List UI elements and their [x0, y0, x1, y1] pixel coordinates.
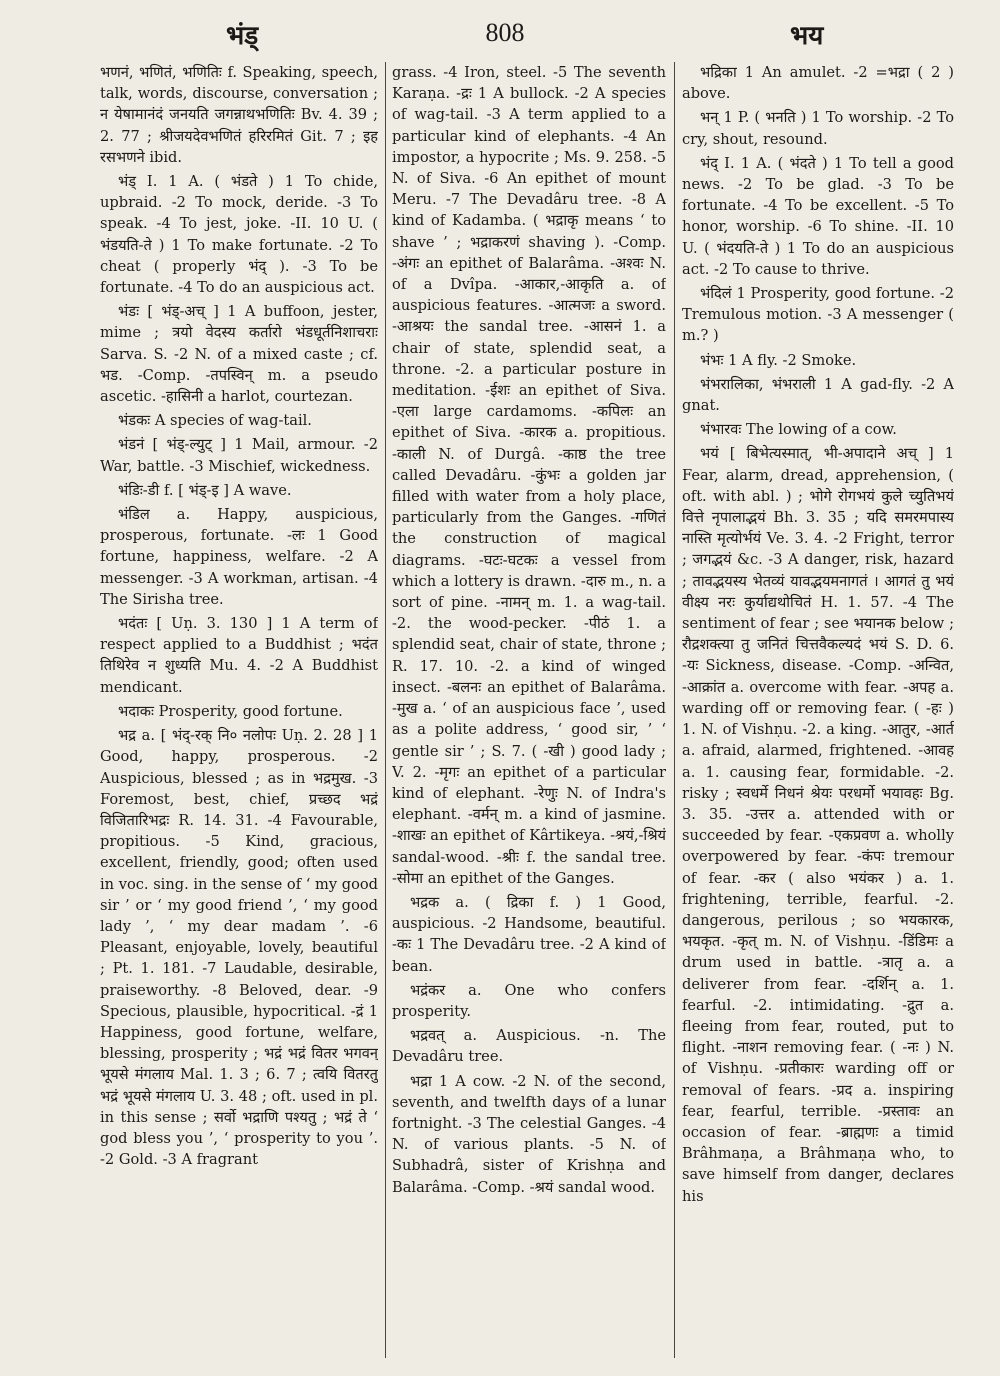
column-divider: [385, 62, 386, 1358]
column-2: [392, 62, 666, 1362]
dictionary-entry: भंभारवः The lowing of a cow.: [700, 421, 897, 439]
page-number: 808: [485, 18, 525, 47]
dictionary-entry: भंडः [ भंड्-अच् ] 1 A buffoon, jester, mime ; त्रयो वेदस्य कर्तारो भंडधूर्तनिशाचराः Sarva. S. -2 N. of a mixed caste ; cf. भड. -Comp. -तपस्विन् m. a pseudo ascetic. -हासिनी a harlot, courtezan.: [100, 303, 378, 406]
dictionary-entry: भंडकः A species of wag-tail.: [118, 412, 312, 430]
dictionary-entry: भंभः 1 A fly. -2 Smoke.: [700, 351, 857, 369]
dictionary-entry: grass. -4 Iron, steel. -5 The seventh Karaṇa. -द्रः 1 A bullock. -2 A species of wag-tail. -3 A term applied to a particular kind of elephants. -4 An impostor, a hypocrite ; Ms. 9. 258. -5 N. of Siva. -6 An epithet of mount Meru. -7 The Devadâru tree. -8 A kind of Kadamba. ( भद्राकृ means ‘ to shave ’ ; भद्राकरणं shaving ). -Comp. -अंगः an epithet of Balarâma. -अश्वः N. of a Dvîpa. -आकार,-आकृति a. of auspicious features. -आत्मजः a sword. -आश्रयः the sandal tree. -आसनं 1. a chair of state, splendid seat, a throne. -2. a particular posture in meditation. -ईशः an epithet of Siva. -एला large cardamoms. -कपिलः an epithet of Siva. -कारक a. propitious. -काली N. of Durgâ. -काष्ठ the tree called Devadâru. -कुंभः a golden jar filled with water from a holy place, particularly from the Ganges. -गणितं the construction of magical diagrams. -घटः-घटकः a vessel from which a lottery is drawn. -दारु m., n. a sort of pine. -नामन् m. 1. a wag-tail. -2. the wood-pecker. -पीठं 1. a splendid seat, chair of state, throne ; R. 17. 10. -2. a kind of winged insect. -बलनः an epithet of Balarâma. -मुख a. ‘ of an auspicious face ’, used as a polite address, ‘ good sir, ’ ‘ gentle sir ’ ; S. 7. ( -खी ) good lady ; V. 2. -मृगः an epithet of a particular kind of elephant. -रेणुः N. of Indra's elephant. -वर्मन् m. a kind of jasmine. -शाखः an epithet of Kârtikeya. -श्रयं,-श्रियं sandal-wood. -श्रीः f. the sandal tree. -सोमा an epithet of the Ganges.: [392, 64, 666, 887]
dictionary-entry: भंभरालिका, भंभराली 1 A gad-fly. -2 A gnat.: [682, 375, 954, 415]
dictionary-entry: भंदिलं 1 Prosperity, good fortune. -2 Tremulous motion. -3 A messenger ( m.? ): [682, 285, 954, 345]
dictionary-entry: भद्र a. [ भंद्-रक् नि० नलोपः Uṇ. 2. 28 ] 1 Good, happy, prosperous. -2 Auspicious, blessed ; as in भद्रमुख. -3 Foremost, best, chief, प्रच्छद भद्रं विजितारिभद्रः R. 14. 31. -4 Favourable, propitious. -5 Kind, gracious, excellent, friendly, good; often used in voc. sing. in the sense of ‘ my good sir ’ or ‘ my good friend ’, ‘ my good lady ’, ‘ my dear madam ’. -6 Pleasant, enjoyable, lovely, beautiful ; Pt. 1. 181. -7 Laudable, desirable, praiseworthy. -8 Beloved, dear. -9 Specious, plausible, hypocritical. -द्रं 1 Happiness, good fortune, welfare, blessing, prosperity ; भद्रं भद्रं वितर भगवन् भूयसे मंगलाय Mal. 1. 3 ; 6. 7 ; त्वयि वितरतु भद्रं भूयसे मंगलाय U. 3. 48 ; oft. used in pl. in this sense ; सर्वो भद्राणि पश्यतु ; भद्रं ते ‘ god bless you ’, ‘ prosperity to you ’. -2 Gold. -3 A fragrant: [100, 727, 378, 1169]
dictionary-entry: भणनं, भणितं, भणितिः f. Speaking, speech, talk, words, discourse, conversation ; न येषामानंदं जनयति जगन्नाथभणितिः Bv. 4. 39 ; 2. 77 ; श्रीजयदेवभणितं हरिरमितं Git. 7 ; इह रसभणने ibid.: [100, 64, 378, 166]
dictionary-entry: भयं [ बिभेत्यस्मात्, भी-अपादाने अच् ] 1 Fear, alarm, dread, apprehension, ( oft. with abl. ) ; भोगे रोगभयं कुले च्युतिभयं वित्ते नृपालाद्भयं Bh. 3. 35 ; यदि समरमपास्य नास्ति मृत्योर्भयं Ve. 3. 4. -2 Fright, terror ; जगद्भयं &c. -3 A danger, risk, hazard ; तावद्भयस्य भेतव्यं यावद्भयमनागतं । आगतं तु भयं वीक्ष्य नरः कुर्याद्यथोचितं H. 1. 57. -4 The sentiment of fear ; see भयानक below ; रौद्रशक्त्या तु जनितं चित्तवैकल्यदं भयं S. D. 6. -यः Sickness, disease. -Comp. -अन्वित, -आक्रांत a. overcome with fear. -अपह a. warding off or removing fear. ( -हः ) 1. N. of Vishṇu. -2. a king. -आतुर, -आर्त a. afraid, alarmed, frightened. -आवह a. 1. causing fear, formidable. -2. risky ; स्वधर्मे निधनं श्रेयः परधर्मो भयावहः Bg. 3. 35. -उत्तर a. attended with or succeeded by fear. -एकप्रवण a. wholly overpowered by fear. -कंपः tremour of fear. -कर ( also भयंकर ) a. 1. frightening, terrible, fearful. -2. dangerous, perilous ; so भयकारक, भयकृत. -कृत् m. N. of Vishṇu. -डिंडिमः a drum used in battle. -त्रातृ a. a deliverer from fear. -दर्शिन् a. 1. fearful. -2. intimidating. -द्रुत a. fleeing from fear, routed, put to flight. -नाशन removing fear. ( -नः ) N. of Vishṇu. -प्रतीकारः warding off or removal of fears. -प्रद a. inspiring fear, fearful, terrible. -प्रस्तावः an occasion of fear. -ब्राह्मणः a timid Brâhmaṇa, a Brâhmaṇa who, to save himself from danger, declares his: [682, 445, 954, 1205]
column-1: [100, 62, 378, 1362]
column-divider: [674, 62, 675, 1358]
dictionary-entry: भद्रक a. ( द्रिका f. ) 1 Good, auspicious. -2 Handsome, beautiful. -कः 1 The Devadâru tree. -2 A kind of bean.: [392, 893, 666, 975]
dictionary-entry: भद्रंकर a. One who confers prosperity.: [392, 981, 666, 1020]
dictionary-entry: भंद् I. 1 A. ( भंदते ) 1 To tell a good news. -2 To be glad. -3 To be fortunate. -4 To be excellent. -5 To honor, worship. -6 To shine. -II. 10 U. ( भंदयति-ते ) 1 To do an auspicious act. -2 To cause to thrive.: [682, 154, 954, 278]
dictionary-entry: भंड् I. 1 A. ( भंडते ) 1 To chide, upbraid. -2 To mock, deride. -3 To speak. -4 To jest, joke. -II. 10 U. ( भंडयति-ते ) 1 To make fortunate. -2 To cheat ( properly भंद् ). -3 To be fortunate. -4 To do an auspicious act.: [100, 173, 378, 297]
dictionary-entry: भंडिः-डी f. [ भंड्-इ ] A wave.: [118, 481, 292, 499]
dictionary-entry: भंडनं [ भंड्-ल्युट् ] 1 Mail, armour. -2 War, battle. -3 Mischief, wickedness.: [100, 436, 378, 475]
dictionary-entry: भंडिल a. Happy, auspicious, prosperous, fortunate. -लः 1 Good fortune, happiness, welfare. -2 A messenger. -3 A workman, artisan. -4 The Sirisha tree.: [100, 506, 378, 608]
dictionary-entry: भदाकः Prosperity, good fortune.: [118, 702, 343, 720]
dictionary-entry: भद्रिका 1 An amulet. -2 =भद्रा ( 2 ) above.: [682, 64, 954, 103]
dictionary-entry: भन् 1 P. ( भनति ) 1 To worship. -2 To cry, shout, resound.: [682, 109, 954, 148]
right-guide-word: भय: [790, 21, 824, 51]
dictionary-entry: भद्रवत् a. Auspicious. -n. The Devadâru tree.: [392, 1027, 666, 1066]
dictionary-entry: भद्रा 1 A cow. -2 N. of the second, seventh, and twelfth days of a lunar fortnight. -3 The celestial Ganges. -4 N. of various plants. -5 N. of Subhadrâ, sister of Krishṇa and Balarâma. -Comp. -श्रयं sandal wood.: [392, 1072, 666, 1196]
running-header: [0, 16, 1000, 56]
dictionary-entry: भदंतः [ Uṇ. 3. 130 ] 1 A term of respect applied to a Buddhist ; भदंत तिथिरेव न शुध्यति Mu. 4. -2 A Buddhist mendicant.: [100, 615, 378, 696]
left-guide-word: भंड्: [226, 21, 259, 51]
column-3: [682, 62, 954, 1362]
